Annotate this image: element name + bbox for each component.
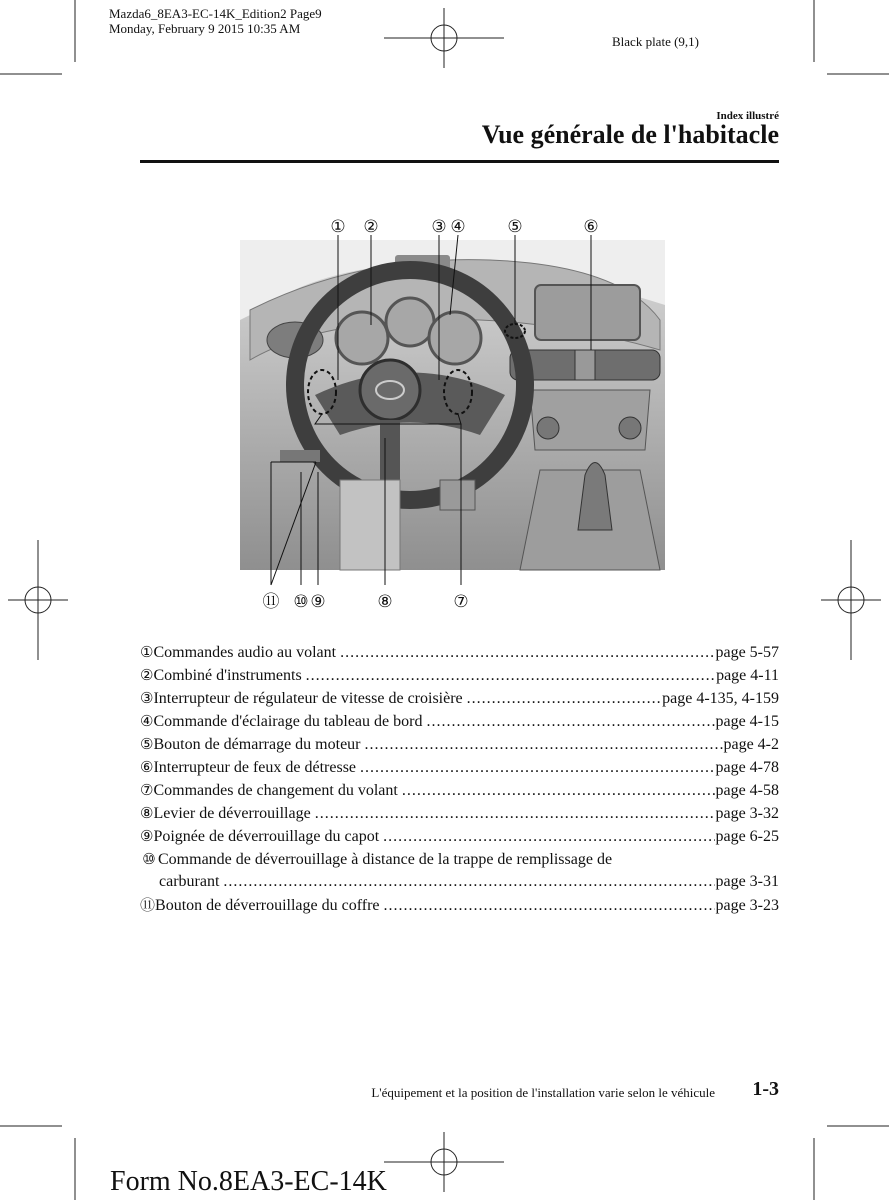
callout-11: ⑪ <box>262 592 280 612</box>
callout-9: ⑨ <box>310 592 326 612</box>
component-index <box>140 642 779 918</box>
steering-hub <box>360 360 420 420</box>
index-entry-1 <box>140 642 779 665</box>
index-page-ref: page 4-78 <box>715 759 779 776</box>
index-num: ⑨ <box>140 829 154 845</box>
form-number: Form No.8EA3-EC-14K <box>110 1166 387 1197</box>
callout-3: ③ <box>431 217 447 237</box>
callout-6: ⑥ <box>583 217 599 237</box>
callout-8: ⑧ <box>377 592 393 612</box>
index-num: ⑤ <box>140 737 154 753</box>
gauge-center <box>386 298 434 346</box>
index-entry-6 <box>140 757 779 780</box>
index-entry-9 <box>140 826 779 849</box>
index-entry-8 <box>140 803 779 826</box>
index-num: ⑩ <box>142 852 156 868</box>
callout-5: ⑤ <box>507 217 523 237</box>
steering-column <box>380 420 400 480</box>
callout-4: ④ <box>450 217 466 237</box>
index-entry-4 <box>140 711 779 734</box>
index-page-ref: page 3-23 <box>715 897 779 914</box>
print-file-info <box>109 6 322 36</box>
index-num: ⑪ <box>140 898 156 914</box>
index-entry-7 <box>140 780 779 803</box>
index-label-continued: carburant <box>159 873 220 890</box>
section-label: Index illustré <box>716 110 779 122</box>
lower-dash-switches <box>280 450 320 462</box>
index-page-ref: page 4-15 <box>715 713 779 730</box>
index-num: ② <box>140 668 154 684</box>
index-page-ref: page 5-57 <box>715 644 779 661</box>
title-rule <box>140 160 779 163</box>
index-num: ① <box>140 645 154 661</box>
plate-label: Black plate (9,1) <box>612 34 699 49</box>
center-display <box>535 285 640 340</box>
hazard-switch <box>575 350 595 380</box>
index-num: ③ <box>140 691 154 707</box>
index-num: ④ <box>140 714 154 730</box>
index-entry-5 <box>140 734 779 757</box>
cockpit-illustration <box>240 210 665 630</box>
callout-2: ② <box>363 217 379 237</box>
index-label: Poignée de déverrouillage du capot <box>153 828 380 845</box>
footer-note: L'équipement et la position de l'installation varie selon le véhicule <box>371 1085 715 1100</box>
floor-mat <box>340 480 400 570</box>
index-page-ref: page 6-25 <box>715 828 779 845</box>
index-label: Interrupteur de régulateur de vitesse de croisière <box>153 690 463 707</box>
accelerator-pedal <box>440 480 475 510</box>
index-label: Combiné d'instruments <box>153 667 302 684</box>
index-page-ref: page 3-32 <box>715 805 779 822</box>
index-label: Commandes audio au volant <box>153 644 337 661</box>
index-page-ref: page 4-11 <box>716 667 779 684</box>
index-label: Commande de déverrouillage à distance de la trappe de remplissage de <box>158 851 613 868</box>
page-title: Vue générale de l'habitacle <box>481 120 779 149</box>
gauge-left <box>336 312 388 364</box>
climate-knob-left <box>537 417 559 439</box>
index-label: Levier de déverrouillage <box>153 805 311 822</box>
index-entry-2 <box>140 665 779 688</box>
callout-7: ⑦ <box>453 592 469 612</box>
callout-10: ⑩ <box>293 592 309 612</box>
index-label: Interrupteur de feux de détresse <box>153 759 357 776</box>
index-page-ref: page 3-31 <box>715 873 779 890</box>
index-page-ref: page 4-135, 4-159 <box>662 690 779 707</box>
gauge-right <box>429 312 481 364</box>
callout-1: ① <box>330 217 346 237</box>
file-timestamp: Monday, February 9 2015 10:35 AM <box>109 21 301 36</box>
index-label: Bouton de démarrage du moteur <box>153 736 361 753</box>
index-num: ⑥ <box>140 760 154 776</box>
page-number: 1-3 <box>752 1078 779 1100</box>
index-page-ref: page 4-58 <box>715 782 779 799</box>
index-num: ⑦ <box>140 783 154 799</box>
index-entry-10 <box>140 849 779 895</box>
index-label: Commande d'éclairage du tableau de bord <box>153 713 423 730</box>
index-num: ⑧ <box>140 806 154 822</box>
index-entry-3 <box>140 688 779 711</box>
climate-knob-right <box>619 417 641 439</box>
index-label: Bouton de déverrouillage du coffre <box>155 897 380 914</box>
index-entry-11 <box>140 895 779 918</box>
index-page-ref: page 4-2 <box>723 736 779 753</box>
file-name: Mazda6_8EA3-EC-14K_Edition2 Page9 <box>109 6 322 21</box>
index-label: Commandes de changement du volant <box>153 782 398 799</box>
